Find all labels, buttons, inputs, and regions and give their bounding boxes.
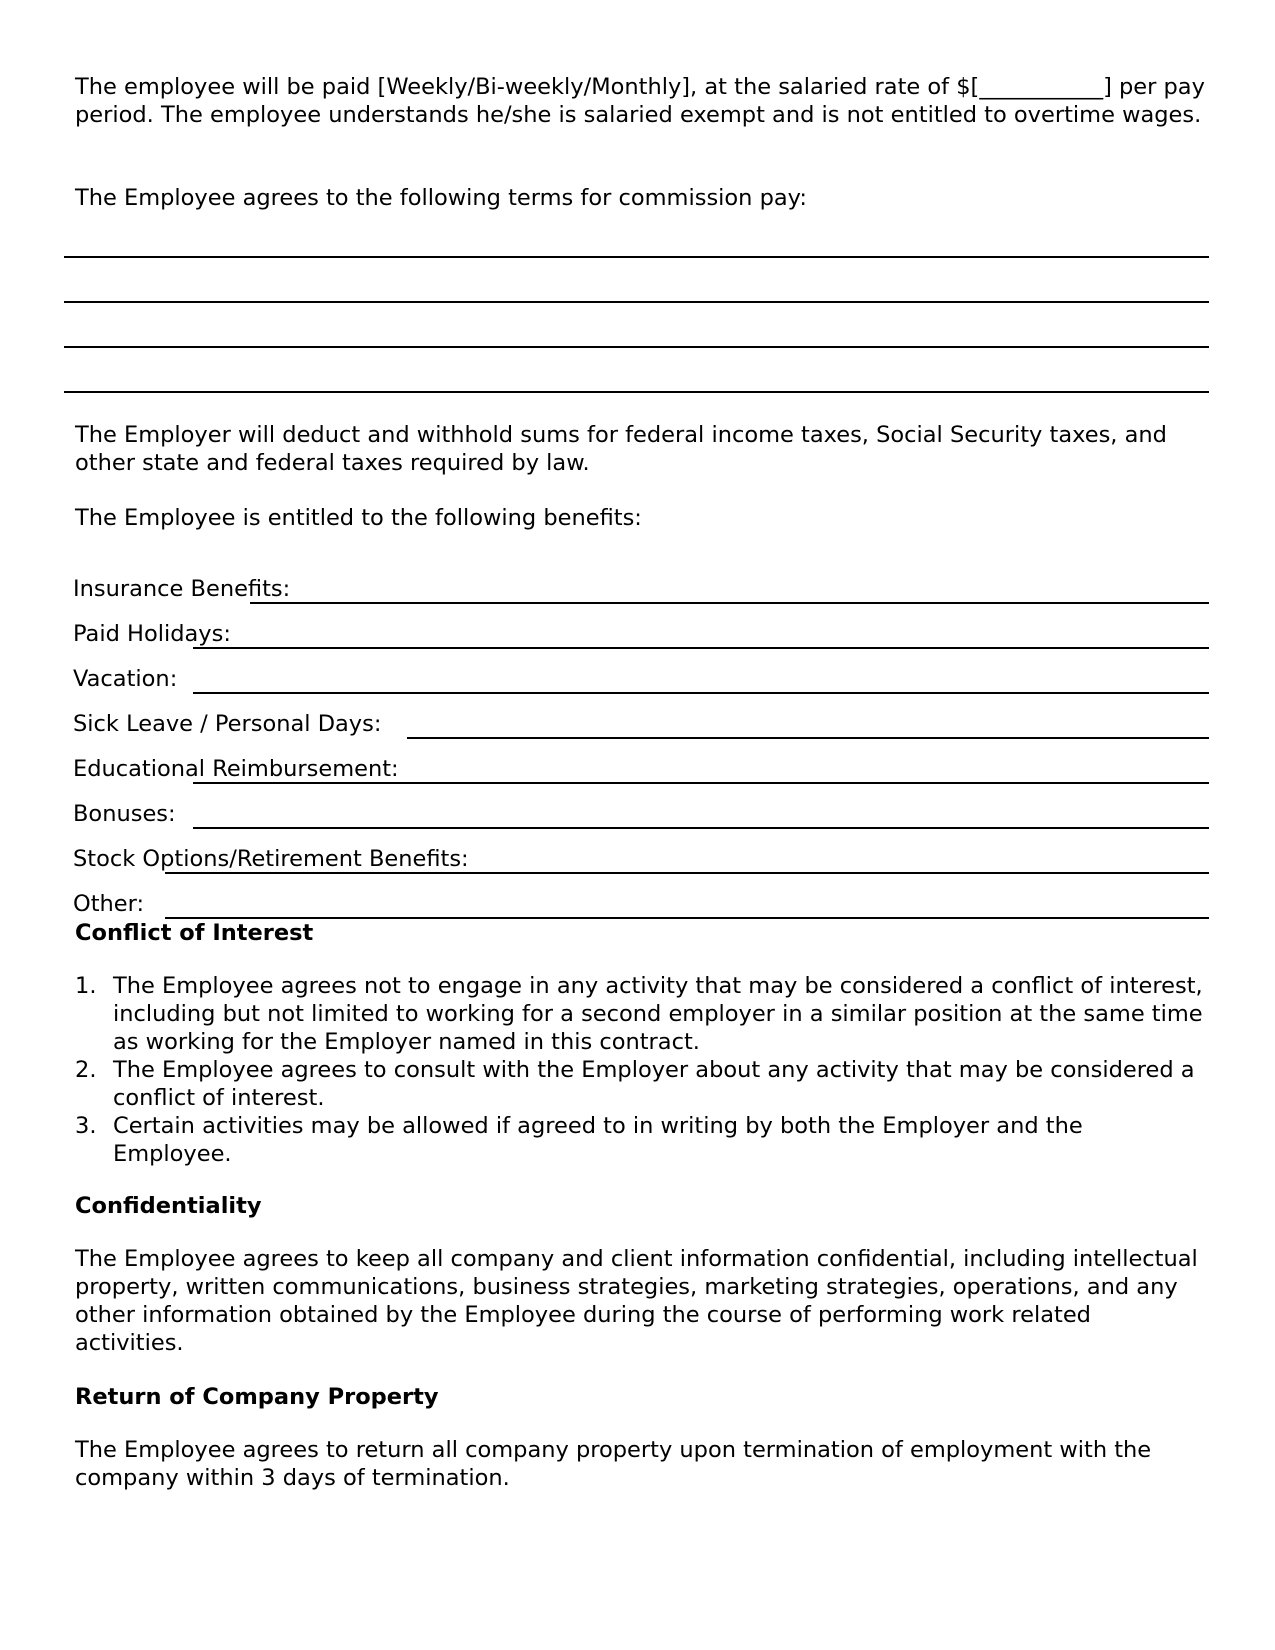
commission-line-2[interactable] <box>64 301 1209 303</box>
field-label-insurance: Insurance Benefits: <box>73 576 291 602</box>
field-line-insurance[interactable] <box>250 602 1209 604</box>
list-item <box>75 1112 1205 1168</box>
commission-line-1[interactable] <box>64 256 1209 258</box>
list-item-text: The Employee agrees not to engage in any activity that may be considered a conflict of interest, including but not limited to working for a second employer in a similar position at the same time as working for the Employer named in this contract. <box>113 973 1203 1055</box>
taxes-paragraph: The Employer will deduct and withhold sums for federal income taxes, Social Security taxes, and other state and federal taxes required by law. <box>75 422 1167 476</box>
field-line-paid-holidays[interactable] <box>193 647 1209 649</box>
conflict-heading: Conflict of Interest <box>75 920 314 946</box>
field-label-vacation: Vacation: <box>73 666 178 692</box>
field-line-vacation[interactable] <box>193 692 1209 694</box>
commission-line-3[interactable] <box>64 346 1209 348</box>
field-label-paid-holidays: Paid Holidays: <box>73 621 231 647</box>
confidentiality-heading: Confidentiality <box>75 1193 262 1219</box>
field-label-sick-leave: Sick Leave / Personal Days: <box>73 711 382 737</box>
list-item-text: Certain activities may be allowed if agreed to in writing by both the Employer and the Employee. <box>113 1113 1083 1167</box>
return-property-paragraph: The Employee agrees to return all company property upon termination of employment with the company within 3 days of termination. <box>75 1437 1152 1491</box>
salary-paragraph: The employee will be paid [Weekly/Bi-weekly/Monthly], at the salaried rate of $[___________] per pay period. The employee understands he/she is salaried exempt and is not entitled to overtime wages. <box>75 74 1205 128</box>
field-label-stock-options: Stock Options/Retirement Benefits: <box>73 846 469 872</box>
list-item-number: 2. <box>75 1057 97 1083</box>
field-line-educational[interactable] <box>193 782 1209 784</box>
commission-line-4[interactable] <box>64 391 1209 393</box>
confidentiality-paragraph: The Employee agrees to keep all company and client information confidential, including intellectual property, written communications, business strategies, marketing strategies, operations, and any other information obtained by the Employee during the course of performing work related activities. <box>75 1246 1198 1356</box>
field-label-educational: Educational Reimbursement: <box>73 756 399 782</box>
list-item-number: 3. <box>75 1113 97 1139</box>
field-label-bonuses: Bonuses: <box>73 801 176 827</box>
return-property-heading: Return of Company Property <box>75 1384 439 1410</box>
field-line-stock-options[interactable] <box>165 872 1209 874</box>
field-line-other[interactable] <box>165 917 1209 919</box>
list-item-text: The Employee agrees to consult with the Employer about any activity that may be considered a conflict of interest. <box>113 1057 1195 1111</box>
list-item <box>75 972 1205 1056</box>
benefits-intro: The Employee is entitled to the following benefits: <box>75 505 642 531</box>
list-item-number: 1. <box>75 973 97 999</box>
field-label-other: Other: <box>73 891 145 917</box>
commission-intro: The Employee agrees to the following terms for commission pay: <box>75 185 807 211</box>
field-line-sick-leave[interactable] <box>407 737 1209 739</box>
list-item <box>75 1056 1205 1112</box>
conflict-list <box>75 972 1205 1168</box>
field-line-bonuses[interactable] <box>193 827 1209 829</box>
